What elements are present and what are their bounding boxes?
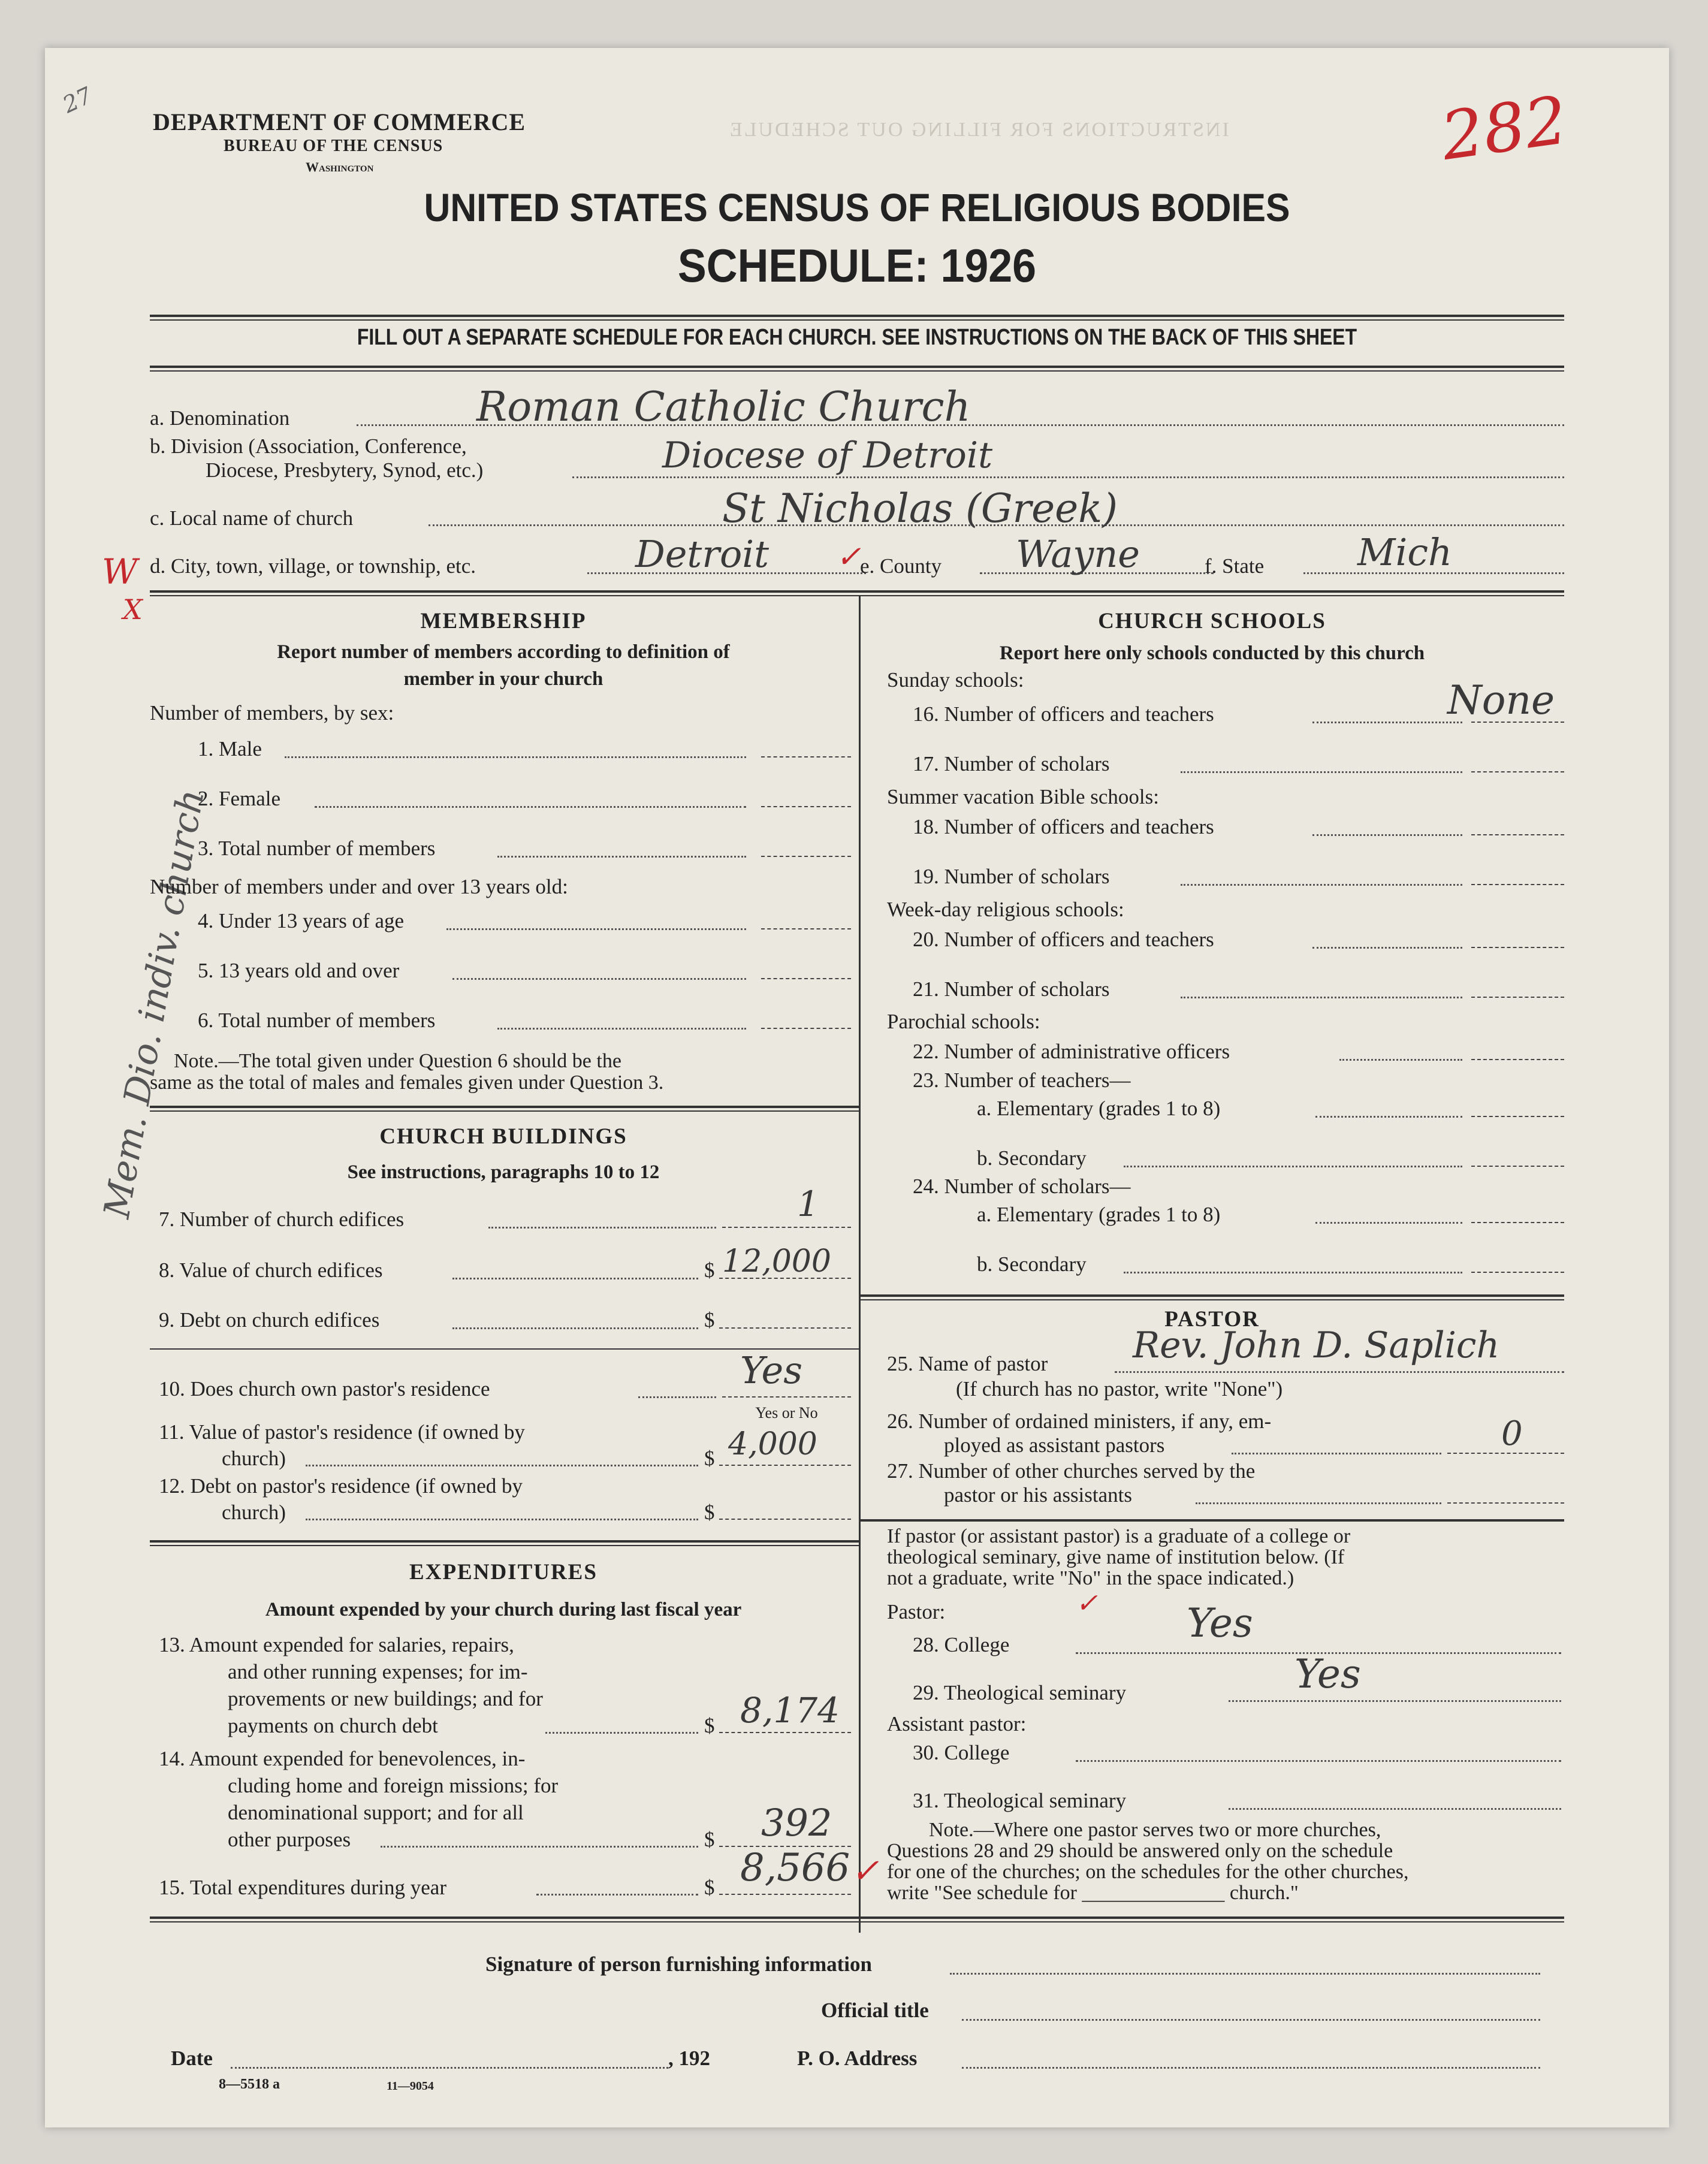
q11-value-label-2: church) — [222, 1447, 286, 1470]
expenditures-subtitle: Amount expended by your church during last fiscal year — [265, 1599, 742, 1620]
membership-note-2: same as the total of males and females given under Question 3. — [150, 1072, 664, 1094]
q14-line — [381, 1846, 698, 1848]
q13-answer-line — [719, 1732, 851, 1733]
q13-dollar: $ — [704, 1714, 715, 1737]
q11-answer: 4,000 — [728, 1426, 817, 1462]
membership-subtitle-1: Report number of members according to definition of — [277, 641, 730, 663]
q5-over13-label: 5. 13 years old and over — [198, 959, 400, 982]
po-address-line[interactable] — [962, 2067, 1540, 2069]
q24a-label: a. Elementary (grades 1 to 8) — [977, 1203, 1221, 1226]
po-address-label: P. O. Address — [797, 2047, 918, 2070]
q12-debt-label-1: 12. Debt on pastor's residence (if owned by — [159, 1474, 523, 1498]
members-by-age-label: Number of members under and over 13 years old: — [150, 875, 568, 898]
graduate-instruction-3: not a graduate, write "No" in the space indicated.) — [887, 1567, 1294, 1589]
graduate-instruction-1: If pastor (or assistant pastor) is a graduate of a college or — [887, 1525, 1351, 1547]
body-bottom-rule-2 — [150, 1921, 1564, 1922]
pastor-check-mark: ✓ — [1076, 1588, 1098, 1619]
q8-line — [452, 1278, 698, 1279]
pastor-title: PASTOR — [1164, 1307, 1260, 1332]
assistant-pastor-label: Assistant pastor: — [887, 1712, 1027, 1736]
pastor-note-2: Questions 28 and 29 should be answered only on the schedule — [887, 1840, 1393, 1862]
q7-edifices-label: 7. Number of church edifices — [159, 1208, 405, 1231]
division-line — [572, 476, 1564, 478]
q15-answer: 8,566 — [740, 1846, 850, 1890]
header-rule-top — [150, 315, 1564, 317]
q10-residence-label: 10. Does church own pastor's residence — [159, 1377, 490, 1401]
q1-answer — [761, 756, 851, 757]
q14-dollar: $ — [704, 1828, 715, 1851]
members-by-sex-label: Number of members, by sex: — [150, 701, 394, 725]
q24b-label: b. Secondary — [977, 1252, 1087, 1276]
identity-rule-2 — [150, 595, 1564, 596]
q16-label: 16. Number of officers and teachers — [913, 702, 1214, 726]
q15-total-label: 15. Total expenditures during year — [159, 1876, 446, 1899]
q29-label: 29. Theological seminary — [913, 1681, 1127, 1704]
body-bottom-rule — [150, 1916, 1564, 1919]
division-value: Diocese of Detroit — [662, 434, 993, 476]
q24a-answer-line — [1471, 1222, 1564, 1223]
department-name: DEPARTMENT OF COMMERCE — [153, 108, 526, 135]
official-title-label: Official title — [821, 1999, 929, 2022]
q13-label-3: provements or new buildings; and for — [228, 1687, 543, 1710]
q3-answer — [761, 856, 851, 857]
q13-label-4: payments on church debt — [228, 1714, 438, 1737]
q20-label: 20. Number of officers and teachers — [913, 928, 1214, 951]
city-check-mark: ✓ — [836, 539, 861, 574]
q29-line — [1229, 1700, 1561, 1702]
q13-label-1: 13. Amount expended for salaries, repairs, — [159, 1633, 514, 1656]
q5-line — [452, 978, 746, 980]
sunday-schools-label: Sunday schools: — [887, 668, 1024, 692]
date-label: Date — [171, 2047, 213, 2070]
q12-answer-line — [719, 1519, 851, 1520]
official-title-line[interactable] — [962, 2019, 1540, 2021]
q16-answer: None — [1447, 677, 1555, 723]
membership-title: MEMBERSHIP — [420, 609, 587, 633]
membership-rule — [150, 1106, 859, 1108]
q25-note: (If church has no pastor, write "None") — [956, 1377, 1283, 1401]
identity-rule — [150, 590, 1564, 593]
membership-note-1: Note.—The total given under Question 6 should be the — [174, 1050, 621, 1072]
q23a-label: a. Elementary (grades 1 to 8) — [977, 1097, 1221, 1120]
pastor-rule — [860, 1519, 1564, 1522]
q18-answer-line — [1471, 834, 1564, 835]
schools-rule-2 — [860, 1299, 1564, 1300]
print-number: 11—9054 — [387, 2080, 434, 2093]
q11-line — [306, 1465, 698, 1466]
q15-dollar: $ — [704, 1876, 715, 1899]
q4-under13-label: 4. Under 13 years of age — [198, 909, 405, 932]
q27-label-2: pastor or his assistants — [944, 1483, 1133, 1507]
header-rule-top-2 — [150, 319, 1564, 321]
pastor-note-3: for one of the churches; on the schedules for the other churches, — [887, 1861, 1409, 1883]
q24-label: 24. Number of scholars— — [913, 1175, 1131, 1198]
q15-answer-line — [719, 1894, 851, 1895]
signature-label: Signature of person furnishing information — [485, 1952, 872, 1976]
q25-line — [1115, 1371, 1564, 1373]
red-page-number: 282 — [1437, 82, 1572, 175]
q30-label: 30. College — [913, 1741, 1010, 1764]
local-name-value: St Nicholas (Greek) — [722, 485, 1118, 532]
form-number: 8—5518 a — [219, 2077, 280, 2092]
q7-line — [488, 1227, 716, 1229]
q4-line — [446, 928, 746, 930]
q23b-answer-line — [1471, 1166, 1564, 1167]
q31-line — [1229, 1808, 1561, 1810]
q30-line — [1076, 1760, 1561, 1762]
expenditures-title: EXPENDITURES — [409, 1560, 598, 1584]
q24b-answer-line — [1471, 1272, 1564, 1273]
date-year: , 192 — [668, 2047, 710, 2070]
q14-label-1: 14. Amount expended for benevolences, in- — [159, 1747, 526, 1770]
q19-line — [1181, 884, 1462, 886]
state-value: Mich — [1357, 530, 1452, 574]
q3-line — [497, 856, 746, 858]
q22-answer-line — [1471, 1059, 1564, 1060]
q12-debt-label-2: church) — [222, 1501, 286, 1524]
bureau-city: Washington — [306, 159, 374, 174]
q8-value-label: 8. Value of church edifices — [159, 1258, 383, 1282]
q10-answer-line — [722, 1396, 851, 1398]
q1-male-label: 1. Male — [198, 737, 262, 760]
parochial-schools-label: Parochial schools: — [887, 1010, 1040, 1033]
margin-mark-w: W — [102, 551, 138, 592]
q10-answer: Yes — [740, 1348, 803, 1392]
county-value: Wayne — [1016, 532, 1140, 576]
yes-or-no-caption: Yes or No — [755, 1404, 818, 1421]
county-label: e. County — [860, 554, 942, 578]
q7-answer: 1 — [797, 1184, 819, 1224]
q27-line — [1196, 1502, 1441, 1504]
q13-answer: 8,174 — [740, 1690, 840, 1731]
header-rule-bottom — [150, 366, 1564, 368]
date-line[interactable] — [231, 2067, 668, 2069]
state-label: f. State — [1205, 554, 1265, 578]
q26-answer: 0 — [1501, 1414, 1523, 1453]
q25-answer: Rev. John D. Saplich — [1133, 1324, 1500, 1366]
q17-answer-line — [1471, 771, 1564, 772]
buildings-title: CHURCH BUILDINGS — [379, 1124, 627, 1149]
q12-line — [306, 1519, 698, 1520]
q6-total-label: 6. Total number of members — [198, 1009, 436, 1032]
q14-label-2: cluding home and foreign missions; for — [228, 1774, 559, 1797]
summer-schools-label: Summer vacation Bible schools: — [887, 785, 1159, 808]
q26-label-1: 26. Number of ordained ministers, if any, em- — [887, 1410, 1272, 1433]
division-label-2: Diocese, Presbytery, Synod, etc.) — [206, 458, 484, 482]
pastor-note-4: write "See schedule for ______________ church." — [887, 1882, 1299, 1904]
q20-answer-line — [1471, 947, 1564, 948]
pastor-note-1: Note.—Where one pastor serves two or more churches, — [929, 1819, 1381, 1841]
margin-note: Mem. Dio. indiv. church — [95, 786, 213, 1221]
q7-answer-line — [722, 1227, 851, 1228]
q18-label: 18. Number of officers and teachers — [913, 815, 1214, 838]
q24a-line — [1315, 1222, 1462, 1224]
q6-line — [497, 1028, 746, 1030]
q23-label: 23. Number of teachers— — [913, 1069, 1131, 1092]
q5-answer — [761, 978, 851, 979]
buildings-rule-2 — [150, 1545, 859, 1546]
q19-label: 19. Number of scholars — [913, 865, 1110, 888]
q8-dollar: $ — [704, 1258, 715, 1282]
q26-label-2: ployed as assistant pastors — [944, 1433, 1165, 1457]
buildings-subtitle: See instructions, paragraphs 10 to 12 — [347, 1161, 660, 1183]
q20-line — [1312, 947, 1462, 949]
q8-answer: 12,000 — [722, 1244, 831, 1279]
q23b-line — [1124, 1166, 1462, 1167]
q3-total-label: 3. Total number of members — [198, 837, 436, 860]
q9-answer-line — [719, 1327, 851, 1329]
corner-note: 27 — [58, 82, 96, 119]
schools-subtitle: Report here only schools conducted by this church — [999, 642, 1425, 664]
q6-answer — [761, 1028, 851, 1029]
denomination-value: Roman Catholic Church — [476, 384, 971, 431]
city-label: d. City, town, village, or township, etc. — [150, 554, 476, 578]
q17-line — [1181, 771, 1462, 773]
bleed-through-title: INSTRUCTIONS FOR FILLING OUT SCHEDULE — [728, 119, 1229, 141]
q31-label: 31. Theological seminary — [913, 1789, 1127, 1812]
q11-answer-line — [719, 1465, 851, 1466]
q9-line — [452, 1327, 698, 1329]
q24b-line — [1124, 1272, 1462, 1273]
q14-label-4: other purposes — [228, 1828, 351, 1851]
q1-line — [285, 756, 746, 758]
census-schedule-sheet — [45, 48, 1669, 2127]
q11-value-label-1: 11. Value of pastor's residence (if owned by — [159, 1420, 525, 1444]
graduate-instruction-2: theological seminary, give name of institution below. (If — [887, 1546, 1345, 1568]
q11-dollar: $ — [704, 1447, 715, 1470]
q16-line — [1312, 722, 1462, 723]
q2-answer — [761, 806, 851, 807]
local-name-label: c. Local name of church — [150, 506, 354, 530]
q21-answer-line — [1471, 997, 1564, 998]
q22-label: 22. Number of administrative officers — [913, 1040, 1230, 1063]
form-title: UNITED STATES CENSUS OF RELIGIOUS BODIES — [424, 185, 1290, 230]
q14-answer: 392 — [761, 1801, 832, 1845]
q23a-line — [1315, 1116, 1462, 1118]
pastor-sub-label: Pastor: — [887, 1600, 946, 1623]
q19-answer-line — [1471, 884, 1564, 885]
buildings-rule — [150, 1540, 859, 1543]
header-rule-bottom-2 — [150, 370, 1564, 372]
schools-rule — [860, 1294, 1564, 1297]
q15-line — [536, 1894, 698, 1896]
q21-label: 21. Number of scholars — [913, 977, 1110, 1001]
q29-answer: Yes — [1294, 1651, 1361, 1697]
column-divider — [859, 596, 861, 1933]
denomination-label: a. Denomination — [150, 406, 290, 430]
q28-answer: Yes — [1187, 1600, 1253, 1646]
signature-line[interactable] — [950, 1973, 1540, 1975]
q9-dollar: $ — [704, 1308, 715, 1332]
q2-female-label: 2. Female — [198, 787, 281, 810]
schedule-title: SCHEDULE: 1926 — [677, 239, 1037, 292]
division-label-1: b. Division (Association, Conference, — [150, 434, 467, 458]
q27-label-1: 27. Number of other churches served by the — [887, 1459, 1256, 1483]
q23b-label: b. Secondary — [977, 1146, 1087, 1170]
q27-answer-line — [1447, 1502, 1564, 1504]
q4-answer — [761, 928, 851, 929]
q22-line — [1339, 1059, 1462, 1061]
q15-check-mark: ✓ — [851, 1852, 879, 1891]
q18-line — [1312, 834, 1462, 836]
q23a-answer-line — [1471, 1116, 1564, 1117]
q9-debt-label: 9. Debt on church edifices — [159, 1308, 380, 1332]
q25-label: 25. Name of pastor — [887, 1352, 1048, 1375]
q26-line — [1232, 1453, 1441, 1454]
q13-label-2: and other running expenses; for im- — [228, 1660, 528, 1683]
q13-line — [545, 1732, 698, 1734]
q10-line — [638, 1396, 716, 1398]
separate-schedule-instruction: FILL OUT A SEPARATE SCHEDULE FOR EACH CHURCH. SEE INSTRUCTIONS ON THE BACK OF THIS SHEET — [357, 325, 1357, 350]
city-value: Detroit — [635, 532, 769, 576]
schools-title: CHURCH SCHOOLS — [1098, 609, 1326, 633]
membership-subtitle-2: member in your church — [403, 668, 603, 690]
bureau-name: BUREAU OF THE CENSUS — [224, 137, 443, 155]
q2-line — [315, 806, 746, 808]
membership-rule-2 — [150, 1110, 859, 1112]
margin-mark-x: X — [123, 593, 143, 626]
weekday-schools-label: Week-day religious schools: — [887, 898, 1124, 921]
q17-label: 17. Number of scholars — [913, 752, 1110, 775]
q21-line — [1181, 997, 1462, 998]
q28-label: 28. College — [913, 1633, 1010, 1656]
q14-label-3: denominational support; and for all — [228, 1801, 524, 1824]
q12-dollar: $ — [704, 1501, 715, 1524]
